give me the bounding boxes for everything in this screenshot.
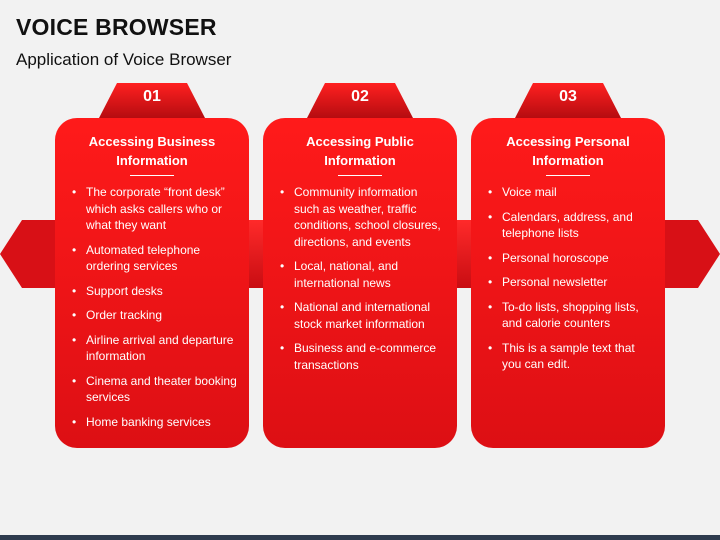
- band-right-arrow: [664, 220, 720, 288]
- list-item: • To-do lists, shopping lists, and calorie counters: [485, 299, 653, 332]
- card-item-list: [485, 184, 653, 381]
- list-item: • National and international stock market information: [277, 299, 445, 332]
- card-03: [471, 80, 665, 448]
- list-item: • Automated telephone ordering services: [69, 242, 237, 275]
- footer-bar: [0, 535, 720, 540]
- list-item: • This is a sample text that you can edit.: [485, 340, 653, 373]
- list-item: • Cinema and theater booking services: [69, 373, 237, 406]
- card-02: [263, 80, 457, 448]
- list-item: • Airline arrival and departure information: [69, 332, 237, 365]
- list-item: • Business and e-commerce transactions: [277, 340, 445, 373]
- card-number: 02: [351, 88, 369, 105]
- list-item: • Community information such as weather, traffic conditions, school closures, directions, and events: [277, 184, 445, 250]
- card-item-list: [277, 184, 445, 381]
- list-item: • Support desks: [69, 283, 237, 300]
- card-01: [55, 80, 249, 448]
- card-title: Accessing Business Information: [88, 134, 216, 168]
- card-number: 01: [143, 88, 161, 105]
- list-item: • Voice mail: [485, 184, 653, 201]
- title-divider: [546, 175, 590, 176]
- list-item: • Order tracking: [69, 307, 237, 324]
- title-divider: [338, 175, 382, 176]
- card-title: Accessing Public Information: [306, 134, 414, 168]
- page-title: VOICE BROWSER: [16, 14, 217, 40]
- card-title: Accessing Personal Information: [506, 134, 630, 168]
- list-item: • Personal horoscope: [485, 250, 653, 267]
- list-item: • The corporate “front desk” which asks callers who or what they want: [69, 184, 237, 234]
- list-item: • Home banking services: [69, 414, 237, 431]
- list-item: • Calendars, address, and telephone lists: [485, 209, 653, 242]
- title-divider: [130, 175, 174, 176]
- card-item-list: [69, 184, 237, 438]
- list-item: • Personal newsletter: [485, 274, 653, 291]
- band-left-arrow: [0, 220, 56, 288]
- list-item: • Local, national, and international news: [277, 258, 445, 291]
- page-subtitle: Application of Voice Browser: [16, 50, 232, 69]
- card-number: 03: [559, 88, 577, 105]
